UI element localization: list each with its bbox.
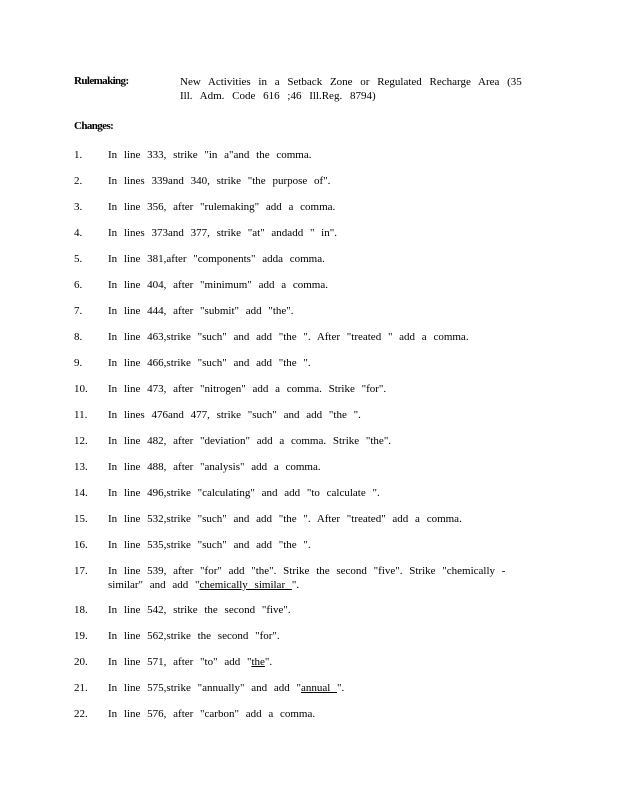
item-number: 18.	[74, 604, 88, 616]
item-number: 15.	[74, 513, 88, 525]
item-text: In line 444, after "submit" add "the".	[108, 305, 294, 317]
item-text: In lines 476and 477, strike "such" and add "the ".	[108, 409, 361, 421]
item-text: In line 333, strike "in a"and the comma.	[108, 149, 312, 161]
item-number: 6.	[74, 279, 83, 291]
item-number: 13.	[74, 461, 88, 473]
item-number: 14.	[74, 487, 88, 499]
item-text-part: ".	[337, 682, 345, 694]
underlined-insertion: chemically similar	[199, 579, 292, 591]
item-text: In line 381,after "components" adda comma.	[108, 253, 325, 265]
item-number: 19.	[74, 630, 88, 642]
item-number: 9.	[74, 357, 83, 369]
item-number: 10.	[74, 383, 88, 395]
item-text-part: ".	[264, 656, 273, 668]
item-text	[108, 681, 528, 695]
item-number: 4.	[74, 227, 83, 239]
item-text: In line 576, after "carbon" add a comma.	[108, 708, 316, 720]
item-text: In line 466,strike "such" and add "the ".	[108, 357, 311, 369]
item-text: In lines 373and 377, strike "at" andadd " in".	[108, 227, 337, 239]
item-text: In lines 339and 340, strike "the purpose of".	[108, 175, 331, 187]
underlined-insertion: annual	[300, 682, 338, 694]
item-text-part: In line 571, after "to" add "	[108, 656, 252, 668]
item-text-part: In line 575,strike "annually" and add "	[108, 682, 301, 694]
item-number: 5.	[74, 253, 83, 265]
item-text: In line 473, after "nitrogen" add a comma. Strike "for".	[108, 383, 387, 395]
item-text: In line 356, after "rulemaking" add a comma.	[108, 201, 336, 213]
item-text: In line 463,strike "such" and add "the ". After "treated " add a comma.	[108, 331, 469, 343]
item-text-part: In line 539, after "for" add "the". Strike the second "five". Strike "chemically -similar" and add "	[108, 565, 506, 591]
item-number: 3.	[74, 201, 83, 213]
item-text: In line 542, strike the second "five".	[108, 604, 291, 616]
item-text: In line 562,strike the second "for".	[108, 630, 280, 642]
item-text: In line 488, after "analysis" add a comma.	[108, 461, 321, 473]
item-text: In line 404, after "minimum" add a comma.	[108, 279, 328, 291]
rulemaking-title: New Activities in a Setback Zone or Regulated Recharge Area (35 Ill. Adm. Code 616 ;46 Ill.Reg. 8794)	[180, 76, 522, 102]
item-number: 11.	[74, 409, 88, 421]
item-number: 17.	[74, 565, 88, 577]
item-text: In line 496,strike "calculating" and add "to calculate ".	[108, 487, 380, 499]
item-text: In line 482, after "deviation" add a comma. Strike "the".	[108, 435, 392, 447]
changes-label: Changes:	[74, 120, 114, 132]
underlined-insertion: the	[251, 656, 265, 668]
item-text: In line 532,strike "such" and add "the ". After "treated" add a comma.	[108, 513, 462, 525]
item-number: 20.	[74, 656, 88, 668]
item-number: 21.	[74, 682, 88, 694]
item-number: 8.	[74, 331, 83, 343]
item-number: 7.	[74, 305, 83, 317]
item-number: 1.	[74, 149, 83, 161]
item-text: In line 535,strike "such" and add "the ".	[108, 539, 311, 551]
item-text-part: ".	[291, 579, 300, 591]
item-number: 22.	[74, 708, 88, 720]
item-text	[108, 564, 528, 592]
item-text	[108, 655, 528, 669]
item-number: 16.	[74, 539, 88, 551]
item-number: 12.	[74, 435, 88, 447]
rulemaking-label: Rulemaking:	[74, 75, 129, 87]
item-number: 2.	[74, 175, 83, 187]
